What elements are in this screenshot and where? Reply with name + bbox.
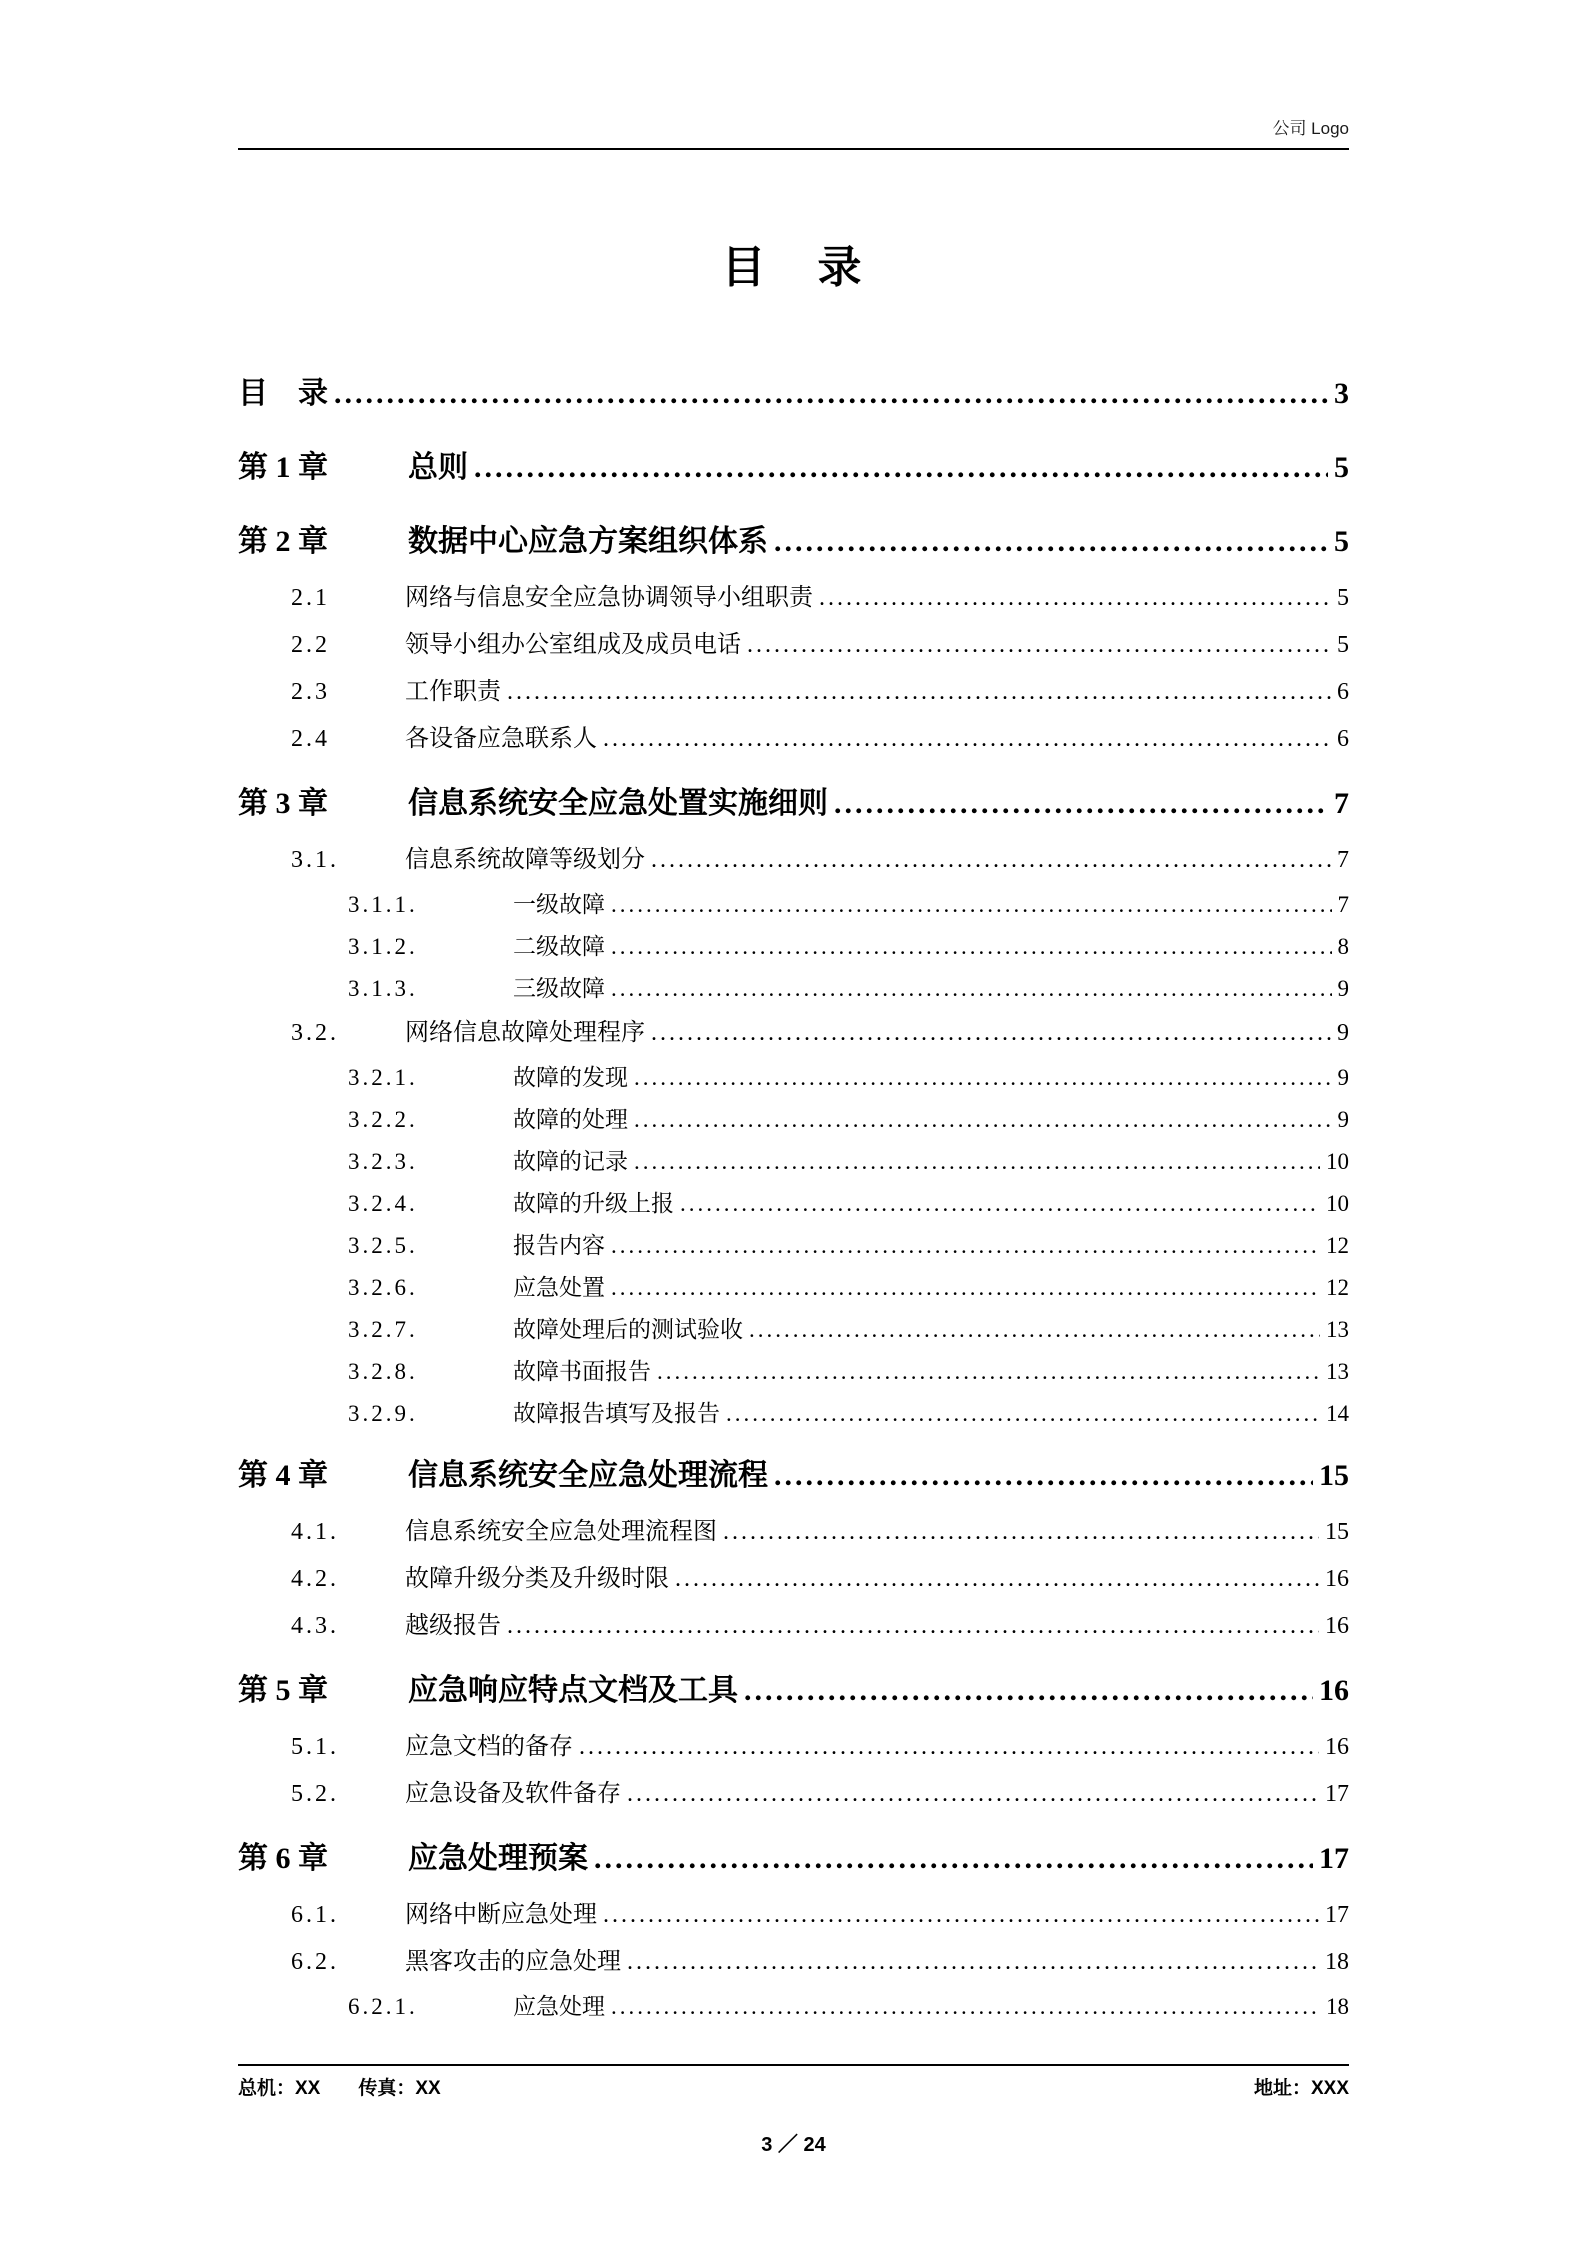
page-number: 3 ／ 24 xyxy=(761,2134,826,2156)
toc-leader-dots xyxy=(507,669,1331,716)
footer-contact xyxy=(238,2073,441,2100)
toc-entry[interactable] xyxy=(238,884,1349,926)
toc-entry-page: 12 xyxy=(1326,1274,1349,1300)
toc-entry-title: 应急处理 xyxy=(513,1993,605,2019)
toc-entry-page: 13 xyxy=(1326,1358,1349,1384)
toc-entry-title: 信息系统故障等级划分 xyxy=(405,846,645,873)
toc-entry-title: 二级故障 xyxy=(513,933,605,959)
toc-entry-title: 故障处理后的测试验收 xyxy=(513,1316,743,1342)
toc-entry[interactable] xyxy=(238,716,1349,763)
toc-entry-page: 12 xyxy=(1326,1232,1349,1258)
toc-entry-page: 9 xyxy=(1337,975,1349,1001)
toc-entry-number: 3.1. xyxy=(291,846,339,873)
toc-leader-dots xyxy=(657,1351,1320,1393)
toc-entry[interactable] xyxy=(238,1393,1349,1435)
toc-entry-title: 越级报告 xyxy=(405,1612,501,1639)
toc-leader-dots xyxy=(744,1670,1313,1712)
toc-entry-title: 目 录 xyxy=(238,376,328,410)
toc-leader-dots xyxy=(611,926,1332,968)
toc-leader-dots xyxy=(474,447,1328,489)
toc-entry-number: 3.2.5. xyxy=(348,1232,418,1258)
toc-leader-dots xyxy=(680,1183,1320,1225)
footer-address: 地址：XXX xyxy=(1253,2078,1349,2099)
toc-leader-dots xyxy=(611,1986,1320,2028)
toc-entry-title: 故障升级分类及升级时限 xyxy=(405,1565,669,1592)
toc-entry-number: 4.3. xyxy=(291,1612,339,1639)
toc-entry[interactable] xyxy=(238,1183,1349,1225)
company-logo: 公司 Logo xyxy=(1272,119,1349,138)
toc-entry-title: 故障的升级上报 xyxy=(513,1190,674,1216)
toc-entry-number: 6.1. xyxy=(291,1901,339,1928)
toc-leader-dots xyxy=(611,884,1332,926)
toc-entry-number: 3.2.8. xyxy=(348,1358,418,1384)
page-footer xyxy=(238,2064,1349,2157)
toc-entry-page: 14 xyxy=(1326,1400,1349,1426)
toc-leader-dots xyxy=(723,1509,1319,1556)
toc-entry-number: 3.1.1. xyxy=(348,891,418,917)
toc-entry-title: 应急响应特点文档及工具 xyxy=(408,1673,738,1707)
toc-leader-dots xyxy=(611,1267,1320,1309)
toc-entry[interactable] xyxy=(238,1603,1349,1650)
toc-entry-title: 故障报告填写及报告 xyxy=(513,1400,720,1426)
toc-entry-page: 7 xyxy=(1337,891,1349,917)
toc-entry[interactable] xyxy=(238,763,1349,837)
toc-entry-title: 应急设备及软件备存 xyxy=(405,1780,621,1807)
toc-leader-dots xyxy=(507,1603,1319,1650)
toc-entry-title: 信息系统安全应急处置实施细则 xyxy=(408,786,828,820)
toc-entry-page: 6 xyxy=(1337,678,1349,705)
toc-leader-dots xyxy=(747,622,1331,669)
toc-entry[interactable] xyxy=(238,1225,1349,1267)
toc-entry-number: 2.3 xyxy=(291,678,330,705)
toc-entry[interactable] xyxy=(238,1099,1349,1141)
page-header xyxy=(238,0,1349,150)
toc-leader-dots xyxy=(651,837,1331,884)
toc-entry-page: 9 xyxy=(1337,1064,1349,1090)
toc-entry-number: 6.2.1. xyxy=(348,1993,418,2019)
toc-entry[interactable] xyxy=(238,837,1349,884)
toc-leader-dots xyxy=(334,373,1328,415)
toc-entry-page: 9 xyxy=(1337,1019,1349,1046)
toc-entry-title: 黑客攻击的应急处理 xyxy=(405,1948,621,1975)
toc-leader-dots xyxy=(749,1309,1320,1351)
toc-entry-page: 17 xyxy=(1325,1780,1349,1807)
toc-entry-number: 第 1 章 xyxy=(238,450,328,484)
toc-entry-title: 领导小组办公室组成及成员电话 xyxy=(405,631,741,658)
toc-entry-title: 应急处置 xyxy=(513,1274,605,1300)
toc-entry[interactable] xyxy=(238,1724,1349,1771)
toc-entry-number: 3.2. xyxy=(291,1019,339,1046)
toc-entry[interactable] xyxy=(238,427,1349,501)
toc-entry-title: 工作职责 xyxy=(405,678,501,705)
toc-entry[interactable] xyxy=(238,1267,1349,1309)
toc-entry[interactable] xyxy=(238,1010,1349,1057)
footer-phone: 总机：XX xyxy=(238,2078,321,2099)
toc-entry-title: 总则 xyxy=(408,450,468,484)
toc-entry-page: 17 xyxy=(1319,1841,1349,1875)
toc-entry[interactable] xyxy=(238,575,1349,622)
toc-entry-number: 3.2.6. xyxy=(348,1274,418,1300)
toc-leader-dots xyxy=(611,968,1332,1010)
toc-entry-number: 2.4 xyxy=(291,725,330,752)
toc-entry-page: 15 xyxy=(1325,1518,1349,1545)
toc-entry-title: 一级故障 xyxy=(513,891,605,917)
toc-entry-number: 第 2 章 xyxy=(238,524,328,558)
toc-entry[interactable] xyxy=(238,1818,1349,1892)
toc-entry[interactable] xyxy=(238,926,1349,968)
toc-entry[interactable] xyxy=(238,669,1349,716)
toc-leader-dots xyxy=(627,1939,1319,1986)
toc-entry-title: 故障的处理 xyxy=(513,1106,628,1132)
toc-entry-number: 3.2.2. xyxy=(348,1106,418,1132)
toc-entry-number: 5.2. xyxy=(291,1780,339,1807)
toc-entry-page: 5 xyxy=(1334,524,1349,558)
toc-entry-page: 5 xyxy=(1334,450,1349,484)
toc-entry[interactable] xyxy=(238,1892,1349,1939)
toc-leader-dots xyxy=(634,1057,1332,1099)
toc-list xyxy=(238,353,1349,2028)
toc-entry-number: 3.2.3. xyxy=(348,1148,418,1174)
toc-entry-title: 应急文档的备存 xyxy=(405,1733,573,1760)
toc-entry-page: 7 xyxy=(1337,846,1349,873)
toc-entry-title: 三级故障 xyxy=(513,975,605,1001)
toc-entry-title: 故障的记录 xyxy=(513,1148,628,1174)
toc-entry-page: 7 xyxy=(1334,786,1349,820)
toc-leader-dots xyxy=(774,1455,1313,1497)
toc-entry-number: 3.1.2. xyxy=(348,933,418,959)
toc-entry-page: 16 xyxy=(1319,1673,1349,1707)
toc-leader-dots xyxy=(726,1393,1320,1435)
footer-fax: 传真：XX xyxy=(358,2078,441,2099)
toc-leader-dots xyxy=(603,1892,1319,1939)
toc-entry[interactable] xyxy=(238,1771,1349,1818)
toc-leader-dots xyxy=(834,783,1328,825)
toc-entry-page: 5 xyxy=(1337,584,1349,611)
toc-entry-title: 信息系统安全应急处理流程图 xyxy=(405,1518,717,1545)
toc-leader-dots xyxy=(634,1141,1320,1183)
toc-entry-number: 第 4 章 xyxy=(238,1458,328,1492)
toc-entry-title: 应急处理预案 xyxy=(408,1841,588,1875)
toc-entry[interactable] xyxy=(238,1556,1349,1603)
toc-entry-title: 网络中断应急处理 xyxy=(405,1901,597,1928)
toc-entry-page: 16 xyxy=(1325,1612,1349,1639)
toc-leader-dots xyxy=(634,1099,1332,1141)
toc-leader-dots xyxy=(819,575,1331,622)
toc-entry-page: 18 xyxy=(1325,1948,1349,1975)
toc-entry-number: 2.1 xyxy=(291,584,330,611)
toc-entry[interactable] xyxy=(238,353,1349,427)
toc-entry-title: 故障书面报告 xyxy=(513,1358,651,1384)
toc-entry[interactable] xyxy=(238,1309,1349,1351)
toc-entry-page: 3 xyxy=(1334,376,1349,410)
footer-bar xyxy=(238,2064,1349,2100)
toc-entry-page: 10 xyxy=(1326,1190,1349,1216)
toc-entry-page: 16 xyxy=(1325,1733,1349,1760)
toc-entry-page: 17 xyxy=(1325,1901,1349,1928)
toc-entry-number: 2.2 xyxy=(291,631,330,658)
toc-entry-number: 第 6 章 xyxy=(238,1841,328,1875)
toc-entry-page: 10 xyxy=(1326,1148,1349,1174)
toc-entry[interactable] xyxy=(238,968,1349,1010)
toc-entry[interactable] xyxy=(238,1986,1349,2028)
toc-entry-number: 4.2. xyxy=(291,1565,339,1592)
toc-leader-dots xyxy=(594,1838,1313,1880)
toc-entry-page: 5 xyxy=(1337,631,1349,658)
toc-entry-page: 9 xyxy=(1337,1106,1349,1132)
toc-entry[interactable] xyxy=(238,1650,1349,1724)
toc-entry-number: 3.2.4. xyxy=(348,1190,418,1216)
toc-entry[interactable] xyxy=(238,622,1349,669)
toc-entry-page: 13 xyxy=(1326,1316,1349,1342)
toc-entry-page: 18 xyxy=(1326,1993,1349,2019)
toc-entry-number: 3.2.9. xyxy=(348,1400,418,1426)
toc-entry[interactable] xyxy=(238,1351,1349,1393)
toc-entry[interactable] xyxy=(238,501,1349,575)
toc-entry[interactable] xyxy=(238,1435,1349,1509)
toc-entry-number: 第 3 章 xyxy=(238,786,328,820)
toc-entry-title: 故障的发现 xyxy=(513,1064,628,1090)
toc-entry-number: 5.1. xyxy=(291,1733,339,1760)
toc-entry-number: 6.2. xyxy=(291,1948,339,1975)
toc-entry-title: 网络信息故障处理程序 xyxy=(405,1019,645,1046)
toc-entry-number: 3.1.3. xyxy=(348,975,418,1001)
toc-entry-page: 15 xyxy=(1319,1458,1349,1492)
toc-leader-dots xyxy=(603,716,1331,763)
toc-entry-number: 3.2.7. xyxy=(348,1316,418,1342)
toc-leader-dots xyxy=(579,1724,1319,1771)
toc-entry-number: 3.2.1. xyxy=(348,1064,418,1090)
toc-leader-dots xyxy=(774,521,1328,563)
toc-entry-title: 网络与信息安全应急协调领导小组职责 xyxy=(405,584,813,611)
toc-entry-title: 各设备应急联系人 xyxy=(405,725,597,752)
toc-entry[interactable] xyxy=(238,1141,1349,1183)
toc-entry-title: 报告内容 xyxy=(513,1232,605,1258)
toc-entry[interactable] xyxy=(238,1057,1349,1099)
toc-entry-title: 数据中心应急方案组织体系 xyxy=(408,524,768,558)
toc-entry[interactable] xyxy=(238,1939,1349,1986)
toc-leader-dots xyxy=(651,1010,1331,1057)
toc-leader-dots xyxy=(675,1556,1319,1603)
toc-entry[interactable] xyxy=(238,1509,1349,1556)
toc-entry-number: 4.1. xyxy=(291,1518,339,1545)
toc-entry-title: 信息系统安全应急处理流程 xyxy=(408,1458,768,1492)
toc-leader-dots xyxy=(627,1771,1319,1818)
toc-leader-dots xyxy=(611,1225,1320,1267)
toc-entry-page: 16 xyxy=(1325,1565,1349,1592)
toc-page-title: 目 录 xyxy=(721,243,866,292)
toc-entry-page: 8 xyxy=(1337,933,1349,959)
toc-entry-number: 第 5 章 xyxy=(238,1673,328,1707)
toc-entry-page: 6 xyxy=(1337,725,1349,752)
